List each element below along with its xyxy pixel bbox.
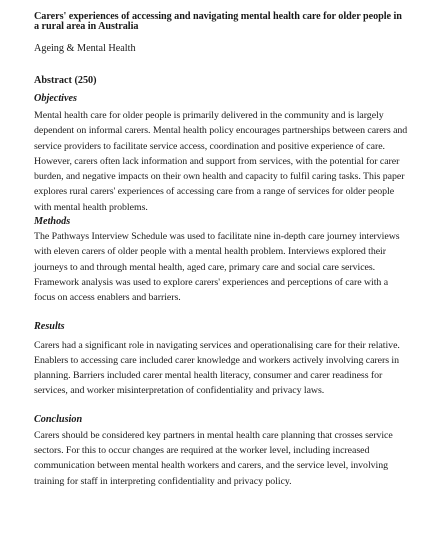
- section-heading: Results: [34, 320, 65, 332]
- section-body: Carers should be considered key partners in mental health care planning that crosses service sectors. For this to occur changes are required at the worker level, including increased communication between mental health workers and carers, and the service level, involving training for staff in interpreting confidentiality and privacy policy.: [34, 429, 393, 487]
- section-conclusion: [34, 413, 408, 489]
- journal-name: Ageing & Mental Health: [34, 43, 136, 54]
- section-body: Carers had a significant role in navigating services and operationalising care for their relative. Enablers to accessing care included carer knowledge and workers actively involving carers in planning. Barriers included carer mental health literacy, consumer and carer readiness for services, and worker misinterpretation of confidentiality and privacy laws.: [34, 339, 400, 397]
- abstract-heading: Abstract (250): [34, 75, 97, 86]
- section-results: [34, 320, 408, 399]
- section-objectives: [34, 92, 408, 215]
- section-body: Mental health care for older people is primarily delivered in the community and is largely dependent on informal carers. Mental health policy encourages partnerships between carers and service providers to facilitate service access, coordination and positive experience of care. However, carers often lack information and support from services, with the potential for carer burden, and negative impacts on their own health and capacity to fulfil caring tasks. This paper explores rural carers' experiences of accessing care from a range of services for older people with mental health problems.: [34, 110, 408, 213]
- section-methods: [34, 215, 408, 305]
- section-heading: Methods: [34, 216, 71, 228]
- section-body: The Pathways Interview Schedule was used to facilitate nine in-depth care journey interviews with eleven carers of older people with a mental health problem. Interviews explored their journeys to and through mental health, aged care, primary care and social care services. Framework analysis was used to explore carers' experiences and perceptions of care with a focus on access enablers and barriers.: [34, 231, 400, 304]
- document-title: Carers' experiences of accessing and navigating mental health care for older people in a rural area in Australia: [34, 11, 402, 32]
- section-heading: Objectives: [34, 93, 77, 104]
- section-heading: Conclusion: [34, 413, 83, 425]
